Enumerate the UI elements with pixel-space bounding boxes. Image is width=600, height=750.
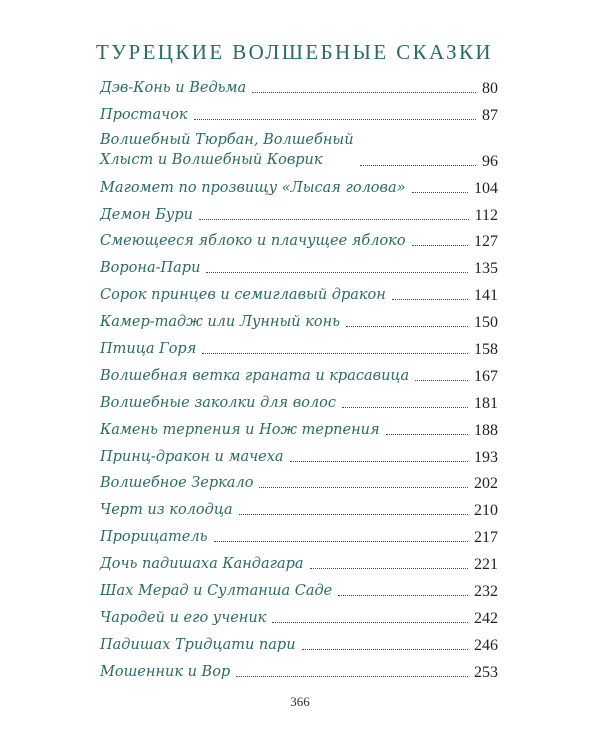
toc-entry — [100, 97, 498, 124]
toc-entry — [100, 546, 498, 573]
toc-entry — [100, 170, 498, 197]
dot-leader — [360, 165, 476, 166]
toc-entry-title: Сорок принцев и семиглавый дракон — [100, 287, 386, 304]
toc-entry-page: 210 — [474, 502, 498, 520]
dot-leader — [412, 245, 468, 246]
toc-entry-page: 246 — [474, 636, 498, 654]
toc-entry-title: Прорицатель — [100, 529, 208, 546]
dot-leader — [236, 676, 468, 677]
dot-leader — [346, 326, 468, 327]
toc-entry — [100, 70, 498, 97]
toc-entry-title: Смеющееся яблоко и плачущее яблоко — [100, 233, 406, 250]
dot-leader — [239, 514, 468, 515]
dot-leader — [310, 568, 468, 569]
toc-entry-page: 96 — [482, 152, 498, 170]
toc-entry-title: Падишах Тридцати пари — [100, 636, 296, 653]
toc-entry-page: 217 — [474, 529, 498, 547]
toc-entry — [100, 124, 498, 170]
toc-entry-page: 193 — [474, 448, 498, 466]
toc-entry-page: 202 — [474, 475, 498, 493]
table-of-contents — [100, 70, 498, 681]
toc-entry-title: Демон Бури — [100, 206, 193, 223]
toc-entry — [100, 466, 498, 493]
toc-entry-title: Дэв-Конь и Ведьма — [100, 79, 247, 96]
dot-leader — [342, 407, 468, 408]
toc-entry-page: 242 — [474, 609, 498, 627]
toc-entry — [100, 600, 498, 627]
toc-entry-title: Камер-тадж или Лунный конь — [100, 314, 341, 331]
toc-entry-page: 181 — [474, 394, 498, 412]
dot-leader — [272, 622, 468, 623]
dot-leader — [392, 299, 468, 300]
toc-entry-title-line-2: Хлыст и Волшебный Коврик — [100, 151, 323, 168]
toc-entry — [100, 492, 498, 519]
dot-leader — [252, 92, 476, 93]
toc-entry-page: 112 — [474, 206, 498, 224]
toc-entry-page: 141 — [474, 287, 498, 305]
toc-entry-title: Птица Горя — [100, 341, 197, 358]
toc-entry — [100, 304, 498, 331]
toc-entry — [100, 573, 498, 600]
toc-entry — [100, 519, 498, 546]
toc-entry-title: Волшебная ветка граната и красавица — [100, 367, 410, 384]
dot-leader — [259, 487, 468, 488]
toc-entry-page: 87 — [482, 106, 498, 124]
dot-leader — [302, 649, 468, 650]
toc-entry-title: Ворона-Пари — [100, 260, 201, 277]
dot-leader — [214, 541, 469, 542]
toc-entry-page: 150 — [474, 314, 498, 332]
toc-entry-title: Дочь падишаха Кандагара — [100, 556, 304, 573]
toc-entry — [100, 385, 498, 412]
toc-entry-title — [100, 130, 354, 170]
dot-leader — [194, 119, 476, 120]
toc-entry-title: Магомет по прозвищу «Лысая голова» — [100, 179, 406, 196]
toc-entry-title: Мошенник и Вор — [100, 663, 231, 680]
toc-entry — [100, 331, 498, 358]
dot-leader — [415, 380, 468, 381]
toc-entry-page: 253 — [474, 663, 498, 681]
toc-entry — [100, 358, 498, 385]
section-heading: ТУРЕЦКИЕ ВОЛШЕБНЫЕ СКАЗКИ — [96, 40, 493, 64]
toc-entry — [100, 197, 498, 224]
dot-leader — [412, 192, 469, 193]
toc-entry-page: 221 — [474, 556, 498, 574]
toc-entry-page: 167 — [474, 367, 498, 385]
dot-leader — [386, 434, 468, 435]
toc-entry-title: Шах Мерад и Султанша Саде — [100, 583, 333, 600]
toc-entry-page: 104 — [474, 179, 498, 197]
dot-leader — [202, 353, 468, 354]
toc-entry-page: 158 — [474, 341, 498, 359]
toc-entry-title: Волшебное Зеркало — [100, 475, 254, 492]
toc-entry — [100, 412, 498, 439]
toc-entry-page: 127 — [474, 233, 498, 251]
toc-entry-title: Чародей и его ученик — [100, 609, 267, 626]
toc-entry — [100, 277, 498, 304]
dot-leader — [338, 595, 468, 596]
dot-leader — [199, 219, 469, 220]
page-number: 366 — [290, 694, 310, 709]
toc-entry-page: 80 — [482, 79, 498, 97]
toc-entry-page: 188 — [474, 421, 498, 439]
dot-leader — [290, 461, 468, 462]
toc-entry — [100, 627, 498, 654]
toc-entry-page: 135 — [474, 260, 498, 278]
toc-entry-title: Простачок — [100, 106, 188, 123]
toc-entry-title: Камень терпения и Нож терпения — [100, 421, 380, 438]
toc-entry-title: Черт из колодца — [100, 502, 233, 519]
toc-entry — [100, 250, 498, 277]
toc-entry-title-line-1: Волшебный Тюрбан, Волшебный — [100, 131, 354, 148]
dot-leader — [206, 272, 468, 273]
toc-entry-title: Принц-дракон и мачеха — [100, 448, 284, 465]
toc-entry-page: 232 — [474, 583, 498, 601]
toc-entry — [100, 224, 498, 251]
toc-entry — [100, 654, 498, 681]
toc-entry — [100, 439, 498, 466]
toc-entry-title: Волшебные заколки для волос — [100, 394, 337, 411]
